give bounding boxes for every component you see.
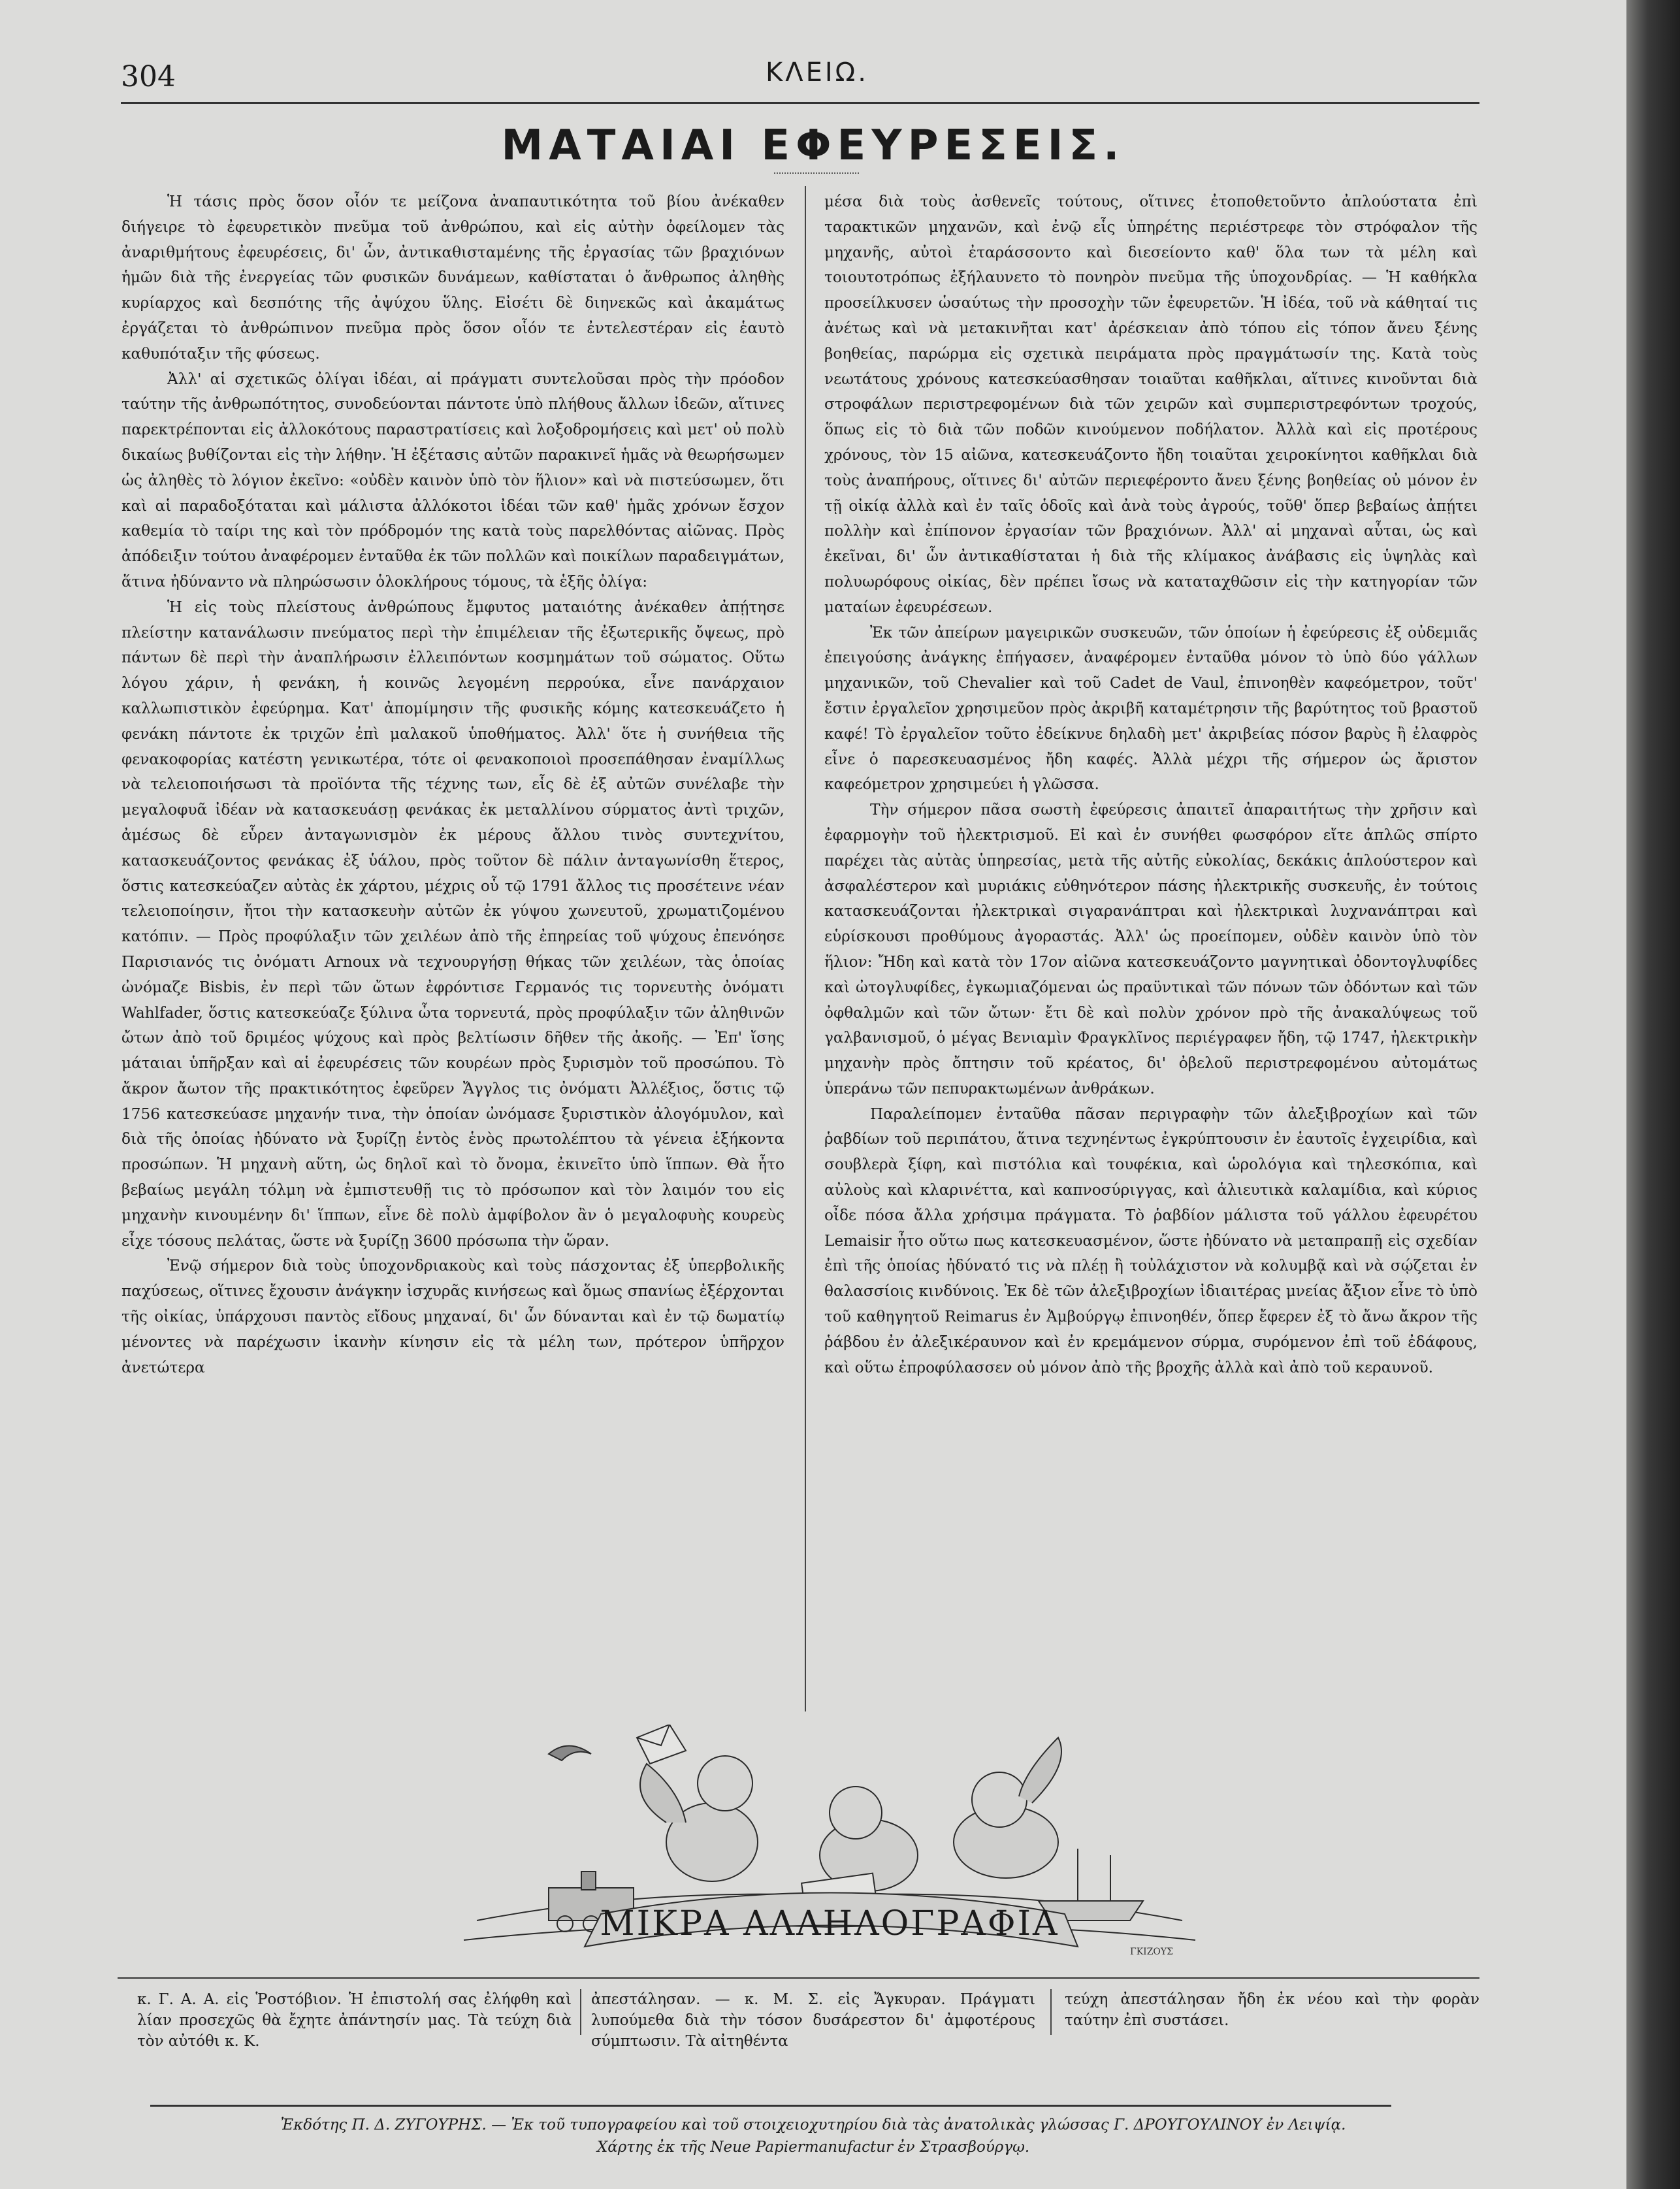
imprint-line: Ἐκδότης Π. Δ. ΖΥΓΟΥΡΗΣ. — Ἐκ τοῦ τυπογραφείου καὶ τοῦ στοιχειοχυτηρίου διὰ τὰς ἀνατολικὰς γλώσσας Γ. ΔΡΟΥΓΟΥΛΙΝΟΥ ἐν Λειψίᾳ. (280, 2116, 1346, 2133)
correspondence-col-3 (1065, 1989, 1479, 2031)
column-divider (805, 186, 806, 1711)
right-column (824, 189, 1478, 1380)
cherubs-illustration (451, 1725, 1208, 1979)
engraver-signature: ΓΚΙΖΟΥΣ (1130, 1947, 1174, 1957)
correspondence-text: τεύχη ἀπεστάλησαν ἤδη ἐκ νέου καὶ τὴν φορὰν ταύτην ἐπὶ συστάσει. (1065, 1991, 1479, 2029)
correspondence-col-1 (137, 1989, 572, 2052)
paragraph: Ἡ εἰς τοὺς πλείστους ἀνθρώπους ἔμφυτος ματαιότης ἀνέκαθεν ἀπῄτησε πλείστην κατανάλωσιν πνεύματος περὶ τὴν ἐπιμέλειαν τῆς ἐξωτερικῆς ὄψεως, πρὸ πάντων δὲ περὶ τὴν ἀναπλήρωσιν ἐλλειπόντων κοσμημάτων τοῦ σώματος. Οὕτω λόγου χάριν, ἡ φενάκη, ἡ κοινῶς λεγομένη περρούκα, εἶνε πανάρχαιον καλλωπιστικὸν ἐφεύρημα. Κατ' ἀπομίμησιν τῆς φυσικῆς κόμης κατεσκευάζετο ἡ φενάκη πάντοτε ἐκ τριχῶν ἐπὶ μαλακοῦ ὑποθήματος. Ἀλλ' ὅτε ἡ συνήθεια τῆς φενακοφορίας κατέστη γενικωτέρα, τότε οἱ φενακοποιοὶ προσεπάθησαν ἐναμίλλως νὰ τελειοποιήσωσι τὰ προϊόντα τῆς τέχνης των, εἷς δὲ ἐξ αὐτῶν συνέλαβε τὴν μεγαλοφυᾶ ἰδέαν νὰ κατασκευάσῃ φενάκας ἐκ μεταλλίνου σύρματος ἀντὶ τριχῶν, ἀμέσως δὲ εὗρεν ἀνταγωνισμὸν ἐκ μέρους ἄλλου τινὸς συντεχνίτου, κατασκευάζοντος φενάκας ἐξ ὑάλου, πρὸς τοῦτον δὲ πάλιν ἀνταγωνίσθη ἕτερος, ὅστις κατεσκεύαζεν αὐτὰς ἐκ χάρτου, μέχρις οὗ τῷ 1791 ἄλλος τις προσέτεινε νέαν τελειοποίησιν, ἤτοι τὴν κατασκευὴν αὐτῶν ἐκ γύψου χωνευτοῦ, χρωματιζομένου κατόπιν. — Πρὸς προφύλαξιν τῶν χειλέων ἀπὸ τῆς ἐπηρείας τοῦ ψύχους ἐπενόησε Παρισιανός τις ὀνόματι Arnoux νὰ τεχνουργήσῃ θήκας τῶν χειλέων, τὰς ὁποίας ὠνόμαζε Bisbis, ἐν περὶ τῶν ὤτων ἐφρόντισε Γερμανός τις τορνευτὴς ὀνόματι Wahlfader, ὅστις κατεσκεύαζε ξύλινα ὦτα τορνευτά, πρὸς προφύλαξιν τῶν ἀληθινῶν ὤτων ἀπὸ τοῦ δριμέος ψύχους καὶ πρὸς βελτίωσιν δῆθεν τῆς ἀκοῆς. — Ἐπ' ἴσης μάταιαι ὑπῆρξαν καὶ αἱ ἐφευρέσεις τῶν κουρέων πρὸς ξυρισμὸν τοῦ προσώπου. Τὸ ἄκρον ἄωτον τῆς πρακτικότητος ἐφεῦρεν Ἄγγλος τις ὀνόματι Ἀλλέξιος, ὅστις τῷ 1756 κατεσκεύασε μηχανήν τινα, τὴν ὁποίαν ὠνόμασε ξυριστικὸν ἀλογόμυλον, καὶ διὰ τῆς ὁποίας ἠδύνατο νὰ ξυρίζῃ ἐντὸς ἑνὸς πρωτολέπτου τὰ γένεια ἑξήκοντα προσώπων. Ἡ μηχανὴ αὕτη, ὡς δηλοῖ καὶ τὸ ὄνομα, ἐκινεῖτο ὑπὸ ἵππων. Θὰ ἦτο βεβαίως μεγάλη τόλμη νὰ ἐμπιστευθῇ τις τὸ πρόσωπον καὶ τὸν λαιμόν του εἰς μηχανὴν κινουμένην δι' ἵππων, εἶνε δὲ πολὺ ἀμφίβολον ἂν ὁ μεγαλοφυὴς κουρεὺς εἶχε τόσους πελάτας, ὥστε νὰ ξυρίζῃ 3600 πρόσωπα τὴν ὥραν. (121, 598, 784, 1250)
header-rule (121, 102, 1479, 104)
title-ornament (774, 172, 859, 174)
paragraph: Ἡ τάσις πρὸς ὅσον οἷόν τε μείζονα ἀναπαυτικότητα τοῦ βίου ἀνέκαθεν διήγειρε τὸ ἐφευρετικὸν πνεῦμα τοῦ ἀνθρώπου, καὶ εἰς αὐτὴν ὀφείλομεν τὰς ἀναριθμήτους ἐφευρέσεις, δι' ὧν, ἀντικαθισταμένης τῆς ἐργασίας τῶν βραχιόνων ἡμῶν διὰ τῆς ἐνεργείας τῶν φυσικῶν δυνάμεων, καθίσταται ὁ ἄνθρωπος ἀληθὴς κυρίαρχος καὶ δεσπότης τῆς ἀψύχου ὕλης. Εἰσέτι δὲ διηνεκῶς καὶ ἀκαμάτως ἐργάζεται τὸ ἀνθρώπινον πνεῦμα πρὸς ὅσον οἷόν τε ἐντελεστέραν εἰς ἑαυτὸ καθυπόταξιν τῆς φύσεως. (121, 193, 784, 363)
correspondence-rule (118, 1977, 1479, 1979)
paragraph: Ἐνῷ σήμερον διὰ τοὺς ὑποχονδριακοὺς καὶ τοὺς πάσχοντας ἐξ ὑπερβολικῆς παχύσεως, οἵτινες ἔχουσιν ἀνάγκην ἰσχυρᾶς κινήσεως καὶ ὅμως σπανίως ἐξέρχονται τῆς οἰκίας, ὑπάρχουσι παντὸς εἴδους μηχαναί, δι' ὧν δύνανται καὶ ἐν τῷ δωματίῳ μένοντες νὰ παρέχωσιν ἱκανὴν κίνησιν εἰς τὰ μέλη των, πρότερον ὑπῆρχον ἀνετώτερα (121, 1257, 784, 1376)
paragraph: Παραλείπομεν ἐνταῦθα πᾶσαν περιγραφὴν τῶν ἀλεξιβροχίων καὶ τῶν ῥαβδίων τοῦ περιπάτου, ἅτινα τεχνηέντως ἐγκρύπτουσιν ἐν ἑαυτοῖς ἐγχειρίδια, καὶ σουβλερὰ ξίφη, καὶ πιστόλια καὶ τουφέκια, καὶ ὡρολόγια καὶ τηλεσκόπια, καὶ αὐλοὺς καὶ κλαρινέττα, καὶ καπνοσύριγγας, καὶ ἁλιευτικὰ καλαμίδια, καὶ κύριος οἶδε πόσα ἄλλα χρήσιμα πράγματα. Τὸ ῥαβδίον μάλιστα τοῦ γάλλου ἐφευρέτου Lemaisir ἦτο οὕτω πως κατεσκευασμένον, ὥστε ἠδύνατο νὰ μεταπραπῇ εἰς σχεδίαν ἐπὶ τῆς ὁποίας ἠδύνατό τις νὰ πλέῃ ἢ τοὐλάχιστον νὰ κολυμβᾷ καὶ νὰ σῴζεται ἐν θαλασσίοις κινδύνοις. Ἐκ δὲ τῶν ἀλεξιβροχίων ἰδιαιτέρας μνείας ἄξιον εἶνε τὸ ὑπὸ τοῦ καθηγητοῦ Reimarus ἐν Ἀμβούργῳ ἐπινοηθέν, ὅπερ ἔφερεν ἐξ τὸ ἄνω ἄκρον τῆς ῥάβδου ἐν ἀλεξικέραυνον καὶ ἐν κρεμάμενον σύρμα, συρόμενον ἐπὶ τοῦ ἐδάφους, καὶ οὕτω ἐπροφύλασσεν οὐ μόνον ἀπὸ τῆς βροχῆς ἀλλὰ καὶ ἀπὸ τοῦ κεραυνοῦ. (824, 1105, 1478, 1376)
paragraph: Τὴν σήμερον πᾶσα σωστὴ ἐφεύρεσις ἀπαιτεῖ ἀπαραιτήτως τὴν χρῆσιν καὶ ἐφαρμογὴν τοῦ ἠλεκτρισμοῦ. Εἰ καὶ ἐν συνήθει φωσφόρον εἴτε ἁπλῶς σπίρτο παρέχει τὰς αὐτὰς ὑπηρεσίας, μετὰ τῆς αὐτῆς εὐκολίας, δεκάκις ἁπλούστερον καὶ ἀσφαλέστερον καὶ μυριάκις εὐθηνότερον πάσης ἠλεκτρικῆς συσκευῆς, ἐν τούτοις κατασκευάζονται ἠλεκτρικαὶ σιγαρανάπτραι καὶ ἠλεκτρικαὶ λυχνανάπτραι καὶ εὑρίσκουσι προθύμους ἀγοραστάς. Ἀλλ' ὡς προείπομεν, οὐδὲν καινὸν ὑπὸ τὸν ἥλιον: Ἤδη καὶ κατὰ τὸν 17ον αἰῶνα κατεσκευάζοντο μαγνητικαὶ ὀδοντογλυφίδες καὶ ὠτογλυφίδες, ἐγκωμιαζόμεναι ὡς πραϋντικαὶ τῶν πόνων τῶν ὀδόντων καὶ τῶν ὀφθαλμῶν καὶ τῶν ὤτων· ἔτι δὲ καὶ πολὺν χρόνον πρὸ τῆς ἀνακαλύψεως τοῦ γαλβανισμοῦ, ὁ μέγας Βενιαμὶν Φραγκλῖνος περιέγραφεν ἤδη, τῷ 1747, ἠλεκτρικὴν μηχανὴν πρὸς ὄπτησιν τοῦ κρέατος, δι' ὀβελοῦ περιστρεφομένου αὐτομάτως ὑπεράνω τῶν πεπυρακτωμένων ἀνθράκων. (824, 801, 1478, 1097)
left-column (121, 189, 784, 1380)
imprint-rule (150, 2105, 1391, 2107)
correspondence-divider (580, 1989, 581, 2035)
correspondence-text: ἀπεστάλησαν. — κ. Μ. Σ. εἰς Ἄγκυραν. Πράγματι λυπούμεθα διὰ τὴν τόσον δυσάρεστον δι' ἀμφοτέρους σύμπτωσιν. Τὰ αἰτηθέντα (591, 1991, 1035, 2050)
paragraph: μέσα διὰ τοὺς ἀσθενεῖς τούτους, οἵτινες ἐτοποθετοῦντο ἀπλούστατα ἐπὶ ταρακτικῶν μηχανῶν, καὶ ἐνῷ εἷς ὑπηρέτης περιέστρεφε τὸν στρόφαλον τῆς μηχανῆς, αὐτοὶ ἐταράσσοντο καὶ διεσείοντο καθ' ὅλα των τὰ μέλη καὶ τοιουτοτρόπως ἐξήλαυνετο τὸ πονηρὸν πνεῦμα τῆς ὑποχονδρίας. — Ἡ καθήκλα προσείλκυσεν ὡσαύτως τὴν προσοχὴν τῶν ἐφευρετῶν. Ἡ ἰδέα, τοῦ νὰ κάθηταί τις ἀνέτως καὶ νὰ μετακινῆται κατ' ἀρέσκειαν ἀπὸ τόπου εἰς τόπον ἄνευ ξένης βοηθείας, παρώρμα εἰς σχετικὰ πειράματα πρὸς πραγμάτωσίν της. Κατὰ τοὺς νεωτάτους χρόνους κατεσκεύασθησαν τοιαῦται καθῆκλαι, αἵτινες κινοῦνται διὰ στροφάλων περιστρεφομένων διὰ τῶν χειρῶν καὶ συμπεριστρεφόντων τροχούς, ὅπως εἰς τὸ διὰ τῶν ποδῶν κινούμενον ποδήλατον. Ἀλλὰ καὶ εἰς προτέρους χρόνους, τὸν 15 αἰῶνα, κατεσκευάζοντο ἤδη τοιαῦται χειροκίνητοι καθῆκλαι διὰ τοὺς ἀναπήρους, οἵτινες δι' αὐτῶν περιεφέροντο ἄνευ ξένης βοηθείας οὐ μόνον ἐν τῇ οἰκίᾳ ἀλλὰ καὶ ἐν ταῖς ὁδοῖς καὶ ἀνὰ τοὺς ἀγρούς, τοῦθ' ὅπερ βεβαίως ἀπῄτει πολλὴν καὶ ἐπίπονον ἐργασίαν τῶν βραχιόνων. Ἀλλ' αἱ μηχαναὶ αὗται, ὡς καὶ ἐκεῖναι, δι' ὧν ἀντικαθίσταται ἡ διὰ τῆς κλίμακος ἀνάβασις εἰς ὑψηλὰς καὶ πολυωρόφους οἰκίας, δὲν πρέπει ἴσως νὰ καταταχθῶσιν εἰς τὴν κατηγορίαν τῶν ματαίων ἐφευρέσεων. (824, 193, 1478, 616)
article-title: ΜΑΤΑΙΑΙ ΕΦΕΥΡΕΣΕΙΣ. (501, 122, 1125, 170)
paragraph: Ἀλλ' αἱ σχετικῶς ὀλίγαι ἰδέαι, αἱ πράγματι συντελοῦσαι πρὸς τὴν πρόοδον ταύτην τῆς ἀνθρωπότητος, συνοδεύονται πάντοτε ὑπὸ πλήθους ἄλλων ἰδεῶν, αἵτινες παρεκτρέπονται εἰς ἀλλοκότους παραστρατίσεις καὶ λοξοδρομήσεις καὶ μετ' οὐ πολὺ δικαίως βυθίζονται εἰς τὴν λήθην. Ἡ ἐξέτασις αὐτῶν παρακινεῖ ἡμᾶς νὰ θεωρήσωμεν ὡς ἀληθὲς τὸ λόγιον ἐκεῖνο: «οὐδὲν καινὸν ὑπὸ τὸν ἥλιον» καὶ νὰ πιστεύσωμεν, ὅτι καὶ αἱ παραδοξόταται καὶ μάλιστα ἀλλόκοτοι ἰδέαι τῶν καθ' ἡμᾶς χρόνων ἔσχον καθεμία τὸ ταίρι της καὶ τὸν πρόδρομόν της κατὰ τοὺς παρελθόντας αἰῶνας. Πρὸς ἀπόδειξιν τούτου ἀναφέρομεν ἐνταῦθα ἐκ τῶν πολλῶν καὶ ποικίλων παραδειγμάτων, ἅτινα ἠδύναντο νὰ πληρώσωσιν ὁλοκλήρους τόμους, τὰ ἑξῆς ὀλίγα: (121, 370, 784, 591)
correspondence-text: κ. Γ. Α. Α. εἰς Ῥοστόβιον. Ἡ ἐπιστολή σας ἐλήφθη καὶ λίαν προσεχῶς θὰ ἔχητε ἀπάντησίν μας. Τὰ τεύχη διὰ τὸν αὐτόθι κ. Κ. (137, 1991, 572, 2050)
running-head: ΚΛΕΙΩ. (766, 57, 869, 88)
correspondence-divider (1050, 1989, 1052, 2035)
paragraph: Ἐκ τῶν ἀπείρων μαγειρικῶν συσκευῶν, τῶν ὁποίων ἡ ἐφεύρεσις ἐξ οὐδεμιᾶς ἐπειγούσης ἀνάγκης ἐπήγασεν, ἀναφέρομεν ἐνταῦθα μόνον τὸ ὑπὸ δύο γάλλων μηχανικῶν, τοῦ Chevalier καὶ τοῦ Cadet de Vaul, ἐπινοηθὲν καφεόμετρον, τοῦτ' ἔστιν ἐργαλεῖον χρησιμεῦον πρὸς ἀκριβῆ καταμέτρησιν τῆς βαρύτητος τοῦ βραστοῦ καφέ! Τὸ ἐργαλεῖον τοῦτο ἐδείκνυε δηλαδὴ μετ' ἀκριβείας πόσον βαρὺς ἢ ἐλαφρὸς εἶνε ὁ παρεσκευασμένος ἤδη καφές. Ἀλλὰ μέχρι τῆς σήμερον ὡς ἄριστον καφεόμετρον χρησιμεύει ἡ γλῶσσα. (824, 623, 1478, 794)
correspondence-col-2 (591, 1989, 1035, 2052)
page-number: 304 (121, 60, 176, 93)
imprint (176, 2114, 1450, 2158)
binding-edge (1626, 0, 1680, 2189)
imprint-line: Χάρτης ἐκ τῆς Neue Papiermanufactur ἐν Στρασβούργῳ. (596, 2139, 1030, 2156)
banner-text: ΜΙΚΡΑ ΑΛΛΗΛΟΓΡΑΦΙΑ (600, 1904, 1059, 1943)
